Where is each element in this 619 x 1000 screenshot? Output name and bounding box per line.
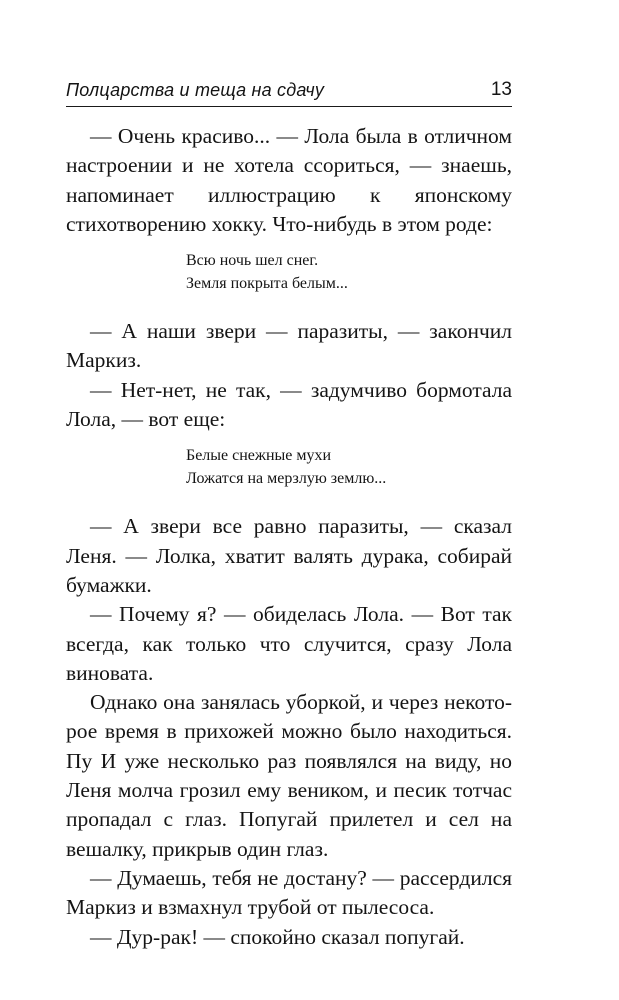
paragraph-7: — Думаешь, тебя не достану? — рассердился Маркиз и взмахнул трубой от пылесоса. xyxy=(66,865,512,920)
paragraph-6: Однако она занялась уборкой, и через некоторое время в прихожей можно было находиться. Пу И уже несколько раз появлялся на виду, но Леня молча грозил ему веником, и песик тотчас пропадал с глаз. Попугай прилетел и сел на вешалку, прикрыв один глаз. xyxy=(66,690,512,861)
paragraph-2: — А наши звери — паразиты, — закончил Маркиз. xyxy=(66,319,512,373)
paragraph-8: — Дур-рак! — спокойно сказал попугай. xyxy=(90,924,465,949)
paragraph-1: — Очень красиво... — Лола была в отличном настроении и не хотела ссориться, — знаешь, напоминает иллюстрацию к японскому стихотворению хокку. Что-нибудь в этом роде: xyxy=(66,124,512,236)
poem-2-line-1: Белые снежные мухи xyxy=(186,447,332,465)
running-header-title: Полцарства и теща на сдачу xyxy=(66,80,325,100)
poem-2 xyxy=(186,444,512,490)
paragraph-3: — Нет-нет, не так, — задумчиво бормотала Лола, — вот еще: xyxy=(66,377,512,432)
paragraph-4: — А звери все равно паразиты, — сказал Леня. — Лолка, хватит валять дурака, собирай бумажки. xyxy=(66,514,512,597)
poem-1-line-2: Земля покрыта белым... xyxy=(186,275,348,293)
running-header xyxy=(66,78,512,107)
page-body xyxy=(66,122,512,952)
poem-2-line-2: Ложатся на мерзлую землю... xyxy=(186,470,387,488)
poem-1 xyxy=(186,249,512,295)
paragraph-5: — Почему я? — обиделась Лола. — Вот так всегда, как только что случится, сразу Лола виновата. xyxy=(66,602,512,685)
page-number: 13 xyxy=(490,79,512,100)
poem-1-line-1: Всю ночь шел снег. xyxy=(186,252,319,270)
